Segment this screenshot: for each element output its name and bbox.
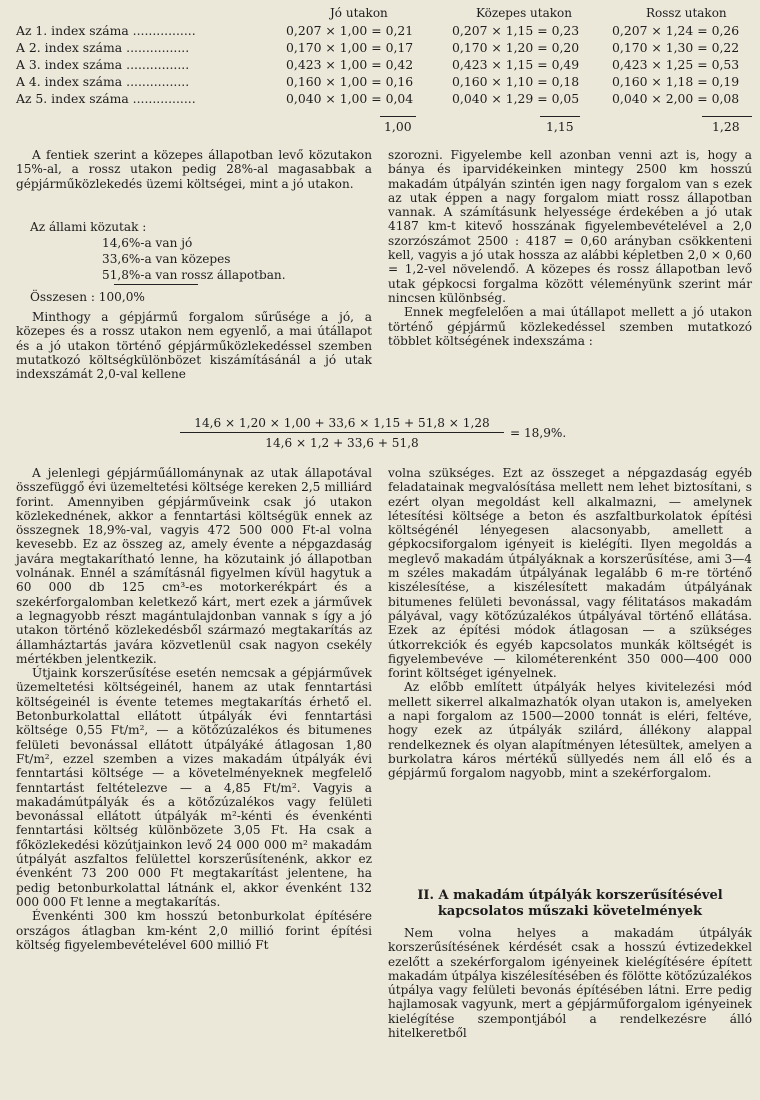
- paragraph: szorozni. Figyelembe kell azonban venni azt is, hogy a bánya és iparvidékeinken mintegy 2500 km hosszú makadám útpályán szintén igen nagy forgalom van s ezek az utak éppen a nagy forgalom miatt rossz állapotban vannak. A számításunk helyessége érdekében a jó utak 4187 km-t kitevő hosszának figyelembevételével a 2,0 szorzószámot 2500 : 4187 = 0,60 arányban csökkenteni kell, vagyis a jó utak hossza az alábbi képletben 2,0 × 0,60 = 1,2-vel növelendő. A közepes és rossz állapotban levő utak gépkocsi forgalma között véleményünk szerint már nincsen különbség.: [388, 148, 752, 305]
- cell-good: 0,423 × 1,00 = 0,42: [286, 57, 414, 72]
- cell-good: 0,170 × 1,00 = 0,17: [286, 40, 414, 55]
- fraction-bar: [180, 432, 504, 433]
- list-item: 51,8%-a van rossz állapotban.: [102, 268, 286, 282]
- bottom-right-column: [388, 466, 752, 781]
- sum-good: 1,00: [384, 119, 412, 134]
- sum-medium: 1,15: [546, 119, 574, 134]
- table-row: [0, 41, 760, 57]
- paragraph: Az előbb említett útpályák helyes kivitelezési mód mellett sikerrel alkalmazhatók olyan utakon is, amelyeken a napi forgalom az 1500—2000 tonnát is eléri, feltéve, hogy ezek az útpályák szilárd, állékony alappal rendelkeznek és olyan alapítményen létesültek, amelyen a burkolatra káros mértékű süllyedés nem áll elő és a gépjármű forgalom nagyobb, mint a szekérforgalom.: [388, 680, 752, 781]
- cell-bad: 0,160 × 1,18 = 0,19: [612, 74, 740, 89]
- paragraph: Útjaink korszerűsítése esetén nemcsak a gépjárművek üzemeltetési költségeinél, hanem az utak fenntartási költségeinél is évente tetemes megtakarítás érhető el. Betonburkolattal ellátott útpályák évi fenntartási költsége 0,55 Ft/m², — a kötőzúzalékos és bitumenes felületi bevonással ellátott útpályáké átlagosan 1,80 Ft/m², ezzel szemben a vizes makadám útpályák évi fenntartási költsége — a követelményeknek megfelelő fenntartást feltételezve — a 4,85 Ft/m². Vagyis a makadámútpályák és a kötőzúzalékos vagy felületi bevonással ellátott útpályák m²-kénti és évenkénti fenntartási költség különbözete 3,05 Ft. Ha csak a főközlekedési közútjainkon levő 24 000 000 m² makadám útpályát aszfaltos felülettel korszerűsítenénk, akkor ez évenként 73 200 000 Ft megtakarítást jelentene, ha pedig betonburkolattal látnánk el, akkor évenként 132 000 000 Ft lenne a megtakarítás.: [16, 666, 372, 909]
- formula-denominator: 14,6 × 1,2 + 33,6 + 51,8: [265, 436, 419, 450]
- cell-medium: 0,040 × 1,29 = 0,05: [452, 91, 580, 106]
- header-bad-roads: Rossz utakon: [646, 6, 727, 20]
- cell-bad: 0,423 × 1,25 = 0,53: [612, 57, 740, 72]
- table-row: [0, 92, 760, 108]
- top-right-column: [388, 148, 752, 348]
- cell-medium: 0,207 × 1,15 = 0,23: [452, 23, 580, 38]
- paragraph: Nem volna helyes a makadám útpályák korszerűsítésének kérdését csak a hosszú évtizedekkel ezelőtt a szekérforgalom igényeinek kielégítésére épített makadám útpálya kiszélesítésében és fölötte kötőzúzalékos útpálya vagy felületi bevonás építésében látni. Erre pedig hajlamosak vagyunk, mert a gépjárműforgalom igényeinek kielégítése szempontjából a rendelkezésre álló hitelkeretből: [388, 926, 752, 1041]
- list-item: 14,6%-a van jó: [102, 236, 193, 250]
- total-rule: [114, 284, 198, 285]
- row-label: Az 1. index száma ................: [16, 23, 196, 38]
- sum-rule-bad: [702, 116, 752, 117]
- row-label: A 3. index száma ................: [16, 57, 190, 72]
- header-good-roads: Jó utakon: [330, 6, 388, 20]
- list-intro: Az állami közutak :: [30, 220, 147, 234]
- top-left-column: [16, 148, 372, 191]
- paragraph: volna szükséges. Ezt az összeget a népgazdaság egyéb feladatainak megvalósítása mellett nem lehet biztosítani, s ezért olyan megoldást kell alkalmazni, — amelynek létesítési költsége a beton és aszfaltburkolatok építési költségénél lényegesen alacsonyabb, amellett a gépkocsiforgalom igényeit is kielégíti. Ilyen megoldás a meglevő makadám útpályáknak a korszerűsítése, ami 3—4 m széles makadám útpályának legalább 6 m-re történő kiszélesítése, a kiszélesített makadám útpályának bitumenes felületi bevonással, vagy félitatásos makadám pályával, vagy kötőzúzalékos útpályával történő ellátása. Ezek az építési módok átlagosan — a szükséges útkorrekciók és egyéb kapcsolatos munkák költségét is figyelembevéve — kilométerenként 350 000—400 000 forint költséget igényelnek.: [388, 466, 752, 681]
- row-label: A 4. index száma ................: [16, 74, 190, 89]
- paragraph: A fentiek szerint a közepes állapotban levő közutakon 15%-al, a rossz utakon pedig 28%-al magasabbak a gépjárműközlekedés üzemi költségei, mint a jó utakon.: [16, 148, 372, 191]
- formula-result: = 18,9%.: [510, 426, 567, 440]
- header-medium-roads: Közepes utakon: [476, 6, 572, 20]
- cell-medium: 0,170 × 1,20 = 0,20: [452, 40, 580, 55]
- row-label: A 2. index száma ................: [16, 40, 190, 55]
- table-row: [0, 24, 760, 40]
- table-row: [0, 75, 760, 91]
- section-heading: II. A makadám útpályák korszerűsítésével kapcsolatos műszaki követelmények: [417, 888, 723, 919]
- sum-bad: 1,28: [712, 119, 740, 134]
- cell-bad: 0,040 × 2,00 = 0,08: [612, 91, 740, 106]
- table-row: [0, 58, 760, 74]
- paragraph: Ennek megfelelően a mai útállapot mellett a jó utakon történő gépjármű közlekedéssel szemben mutatkozó többlet költségének indexszáma :: [388, 305, 752, 348]
- cell-good: 0,160 × 1,00 = 0,16: [286, 74, 414, 89]
- paragraph: A jelenlegi gépjárműállománynak az utak állapotával összefüggő évi üzemeltetési költsége kereken 2,5 milliárd forint. Amennyiben gépjárműveink csak jó utakon közlekednének, akkor a fenntartási költségük ennek az összegnek 18,9%-val, vagyis 472 500 000 Ft-al volna kevesebb. Ez az összeg az, amely évente a népgazdaság javára megtakarítható lenne, ha közutaink jó állapotban volnának. Ennél a számításnál figyelmen kívül hagytuk a 60 000 db 125 cm³-es motorkerékpárt és a szekérforgalomban keletkező kárt, mert ezek a járművek a legnagyobb részt magántulajdonban vannak s így a jó utakon történő közlekedésből származó megtakarítás az államháztartás javára közvetlenül csak nagyon csekély mértékben jelentkezik.: [16, 466, 372, 666]
- cell-medium: 0,160 × 1,10 = 0,18: [452, 74, 580, 89]
- row-label: Az 5. index száma ................: [16, 91, 196, 106]
- sum-rule-medium: [540, 116, 580, 117]
- cell-medium: 0,423 × 1,15 = 0,49: [452, 57, 580, 72]
- formula-numerator: 14,6 × 1,20 × 1,00 + 33,6 × 1,15 + 51,8 × 1,28: [194, 416, 490, 430]
- top-left-column-2: [16, 310, 372, 381]
- cell-good: 0,040 × 1,00 = 0,04: [286, 91, 414, 106]
- cell-good: 0,207 × 1,00 = 0,21: [286, 23, 414, 38]
- bottom-left-column: [16, 466, 372, 952]
- sum-rule-good: [380, 116, 416, 117]
- paragraph: Évenkénti 300 km hosszú betonburkolat építésére országos átlagban km-ként 2,0 millió forint építési költség figyelembevételével 600 millió Ft: [16, 909, 372, 952]
- cell-bad: 0,170 × 1,30 = 0,22: [612, 40, 740, 55]
- list-item: 33,6%-a van közepes: [102, 252, 231, 266]
- cell-bad: 0,207 × 1,24 = 0,26: [612, 23, 740, 38]
- paragraph: Minthogy a gépjármű forgalom sűrűsége a jó, a közepes és a rossz utakon nem egyenlő, a mai útállapot és a jó utakon történő gépjárműközlekedéssel szemben mutatkozó költségkülönbözet kiszámításánál a jó utak indexszámát 2,0-val kellene: [16, 310, 372, 382]
- section-body: [388, 926, 752, 1040]
- total-line: Összesen : 100,0%: [30, 290, 145, 304]
